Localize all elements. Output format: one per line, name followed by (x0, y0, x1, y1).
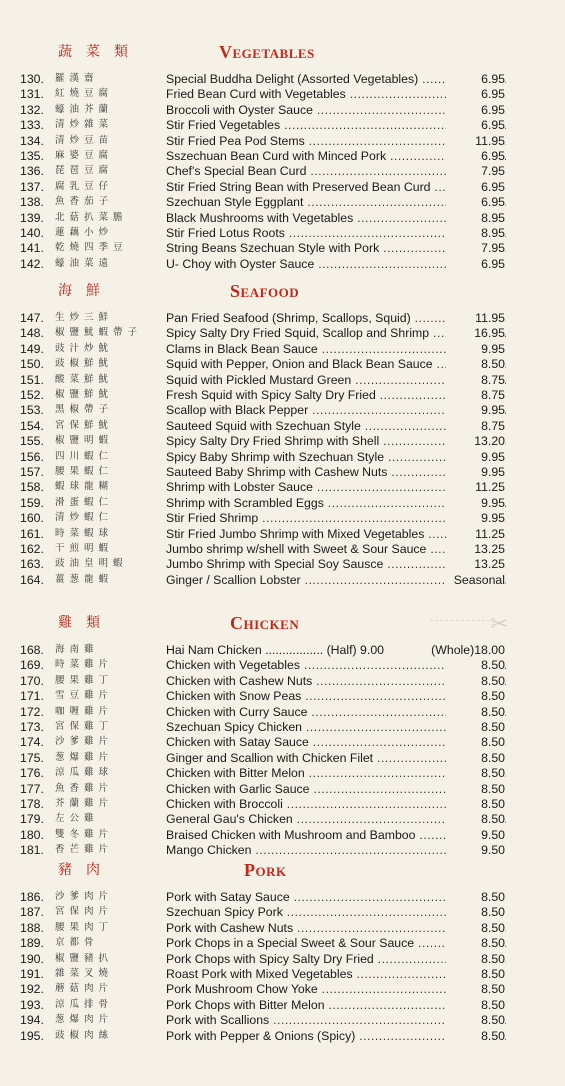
item-price: 9.50 (446, 827, 505, 843)
item-price: 8.50 (446, 904, 505, 920)
menu-item (0, 510, 565, 526)
item-chinese-name: 豉椒肉絲 (55, 1029, 114, 1041)
item-chinese-name: 蠔油芥蘭 (55, 103, 114, 115)
item-number: 138. (20, 195, 44, 210)
item-description-text: Spicy Salty Dry Fried Shrimp with Shell (166, 434, 380, 449)
item-description-text: Spicy Salty Dry Fried Squid, Scallop and Shrimp (166, 326, 430, 341)
cut-line (430, 620, 490, 621)
item-chinese-name: 羅漢齋 (55, 73, 99, 84)
menu-item (0, 356, 565, 372)
item-chinese-name: 葱爆雞片 (55, 751, 114, 763)
menu-item (0, 572, 565, 588)
item-price: 11.25 (446, 479, 505, 495)
item-chinese-name: 椒鹽明蝦 (55, 435, 114, 447)
item-description-text: Szechuan Spicy Pork (166, 905, 283, 920)
scissors-icon: ✂ (490, 612, 509, 637)
menu-item (0, 541, 565, 557)
menu-item (0, 387, 565, 403)
item-number: 171. (20, 689, 44, 704)
item-chinese-name: 雙冬雞片 (55, 828, 114, 840)
menu-item (0, 719, 565, 735)
item-number: 193. (20, 997, 44, 1012)
menu-item (0, 325, 565, 341)
item-description-text: Ginger and Scallion with Chicken Filet (166, 750, 374, 765)
item-chinese-name: 京都骨 (55, 937, 99, 949)
item-number: 150. (20, 357, 44, 372)
menu-item (0, 194, 565, 210)
item-chinese-name: 時菜雞片 (55, 659, 114, 671)
item-description-text: Mango Chicken (166, 843, 252, 858)
item-description-text: Chicken with Garlic Sauce (166, 781, 310, 796)
menu-item (0, 673, 565, 689)
item-number: 151. (20, 372, 44, 387)
item-chinese-name: 椒鹽鮮魷 (55, 389, 114, 400)
item-number: 176. (20, 766, 44, 781)
item-number: 156. (20, 449, 44, 464)
item-chinese-name: 魚香雞片 (55, 782, 114, 794)
item-description-text: Hai Nam Chicken ................. (Half) 9.00 (166, 643, 384, 657)
item-chinese-name: 滑蛋蝦仁 (55, 496, 114, 508)
item-price: 11.25 (446, 526, 505, 542)
menu-item (0, 256, 565, 272)
menu-item (0, 163, 565, 179)
item-price: 9.95 (446, 341, 505, 357)
section-header-vegetables (0, 42, 565, 64)
item-number: 161. (20, 526, 44, 541)
menu-item (0, 102, 565, 118)
item-description-text: Chicken with Snow Peas (166, 689, 302, 704)
item-description-text: Fried Bean Curd with Vegetables (166, 87, 346, 102)
item-number: 137. (20, 179, 44, 194)
menu-item (0, 889, 565, 905)
menu-item (0, 657, 565, 673)
menu-item (0, 86, 565, 102)
item-description-text: Stir Fried Pea Pod Stems (166, 133, 305, 148)
section-chinese-title: 豬肉 (58, 862, 114, 878)
item-price: 6.95 (446, 256, 505, 272)
item-chinese-name: 薑葱龍蝦 (55, 573, 114, 585)
item-chinese-name: 麻婆豆腐 (55, 150, 114, 161)
item-price: 8.50 (446, 951, 505, 967)
item-number: 152. (20, 388, 44, 402)
menu-item (0, 449, 565, 465)
item-number: 187. (20, 905, 44, 920)
menu-item (0, 479, 565, 495)
item-price: 8.50 (446, 997, 505, 1013)
item-description-text: Black Mushrooms with Vegetables (166, 210, 354, 225)
section-chinese-title: 海鮮 (58, 283, 114, 299)
menu-item (0, 966, 565, 982)
item-number: 139. (20, 210, 44, 225)
item-description-text: Szechuan Style Eggplant (166, 195, 304, 210)
item-chinese-name: 時菜蝦球 (55, 527, 114, 539)
item-description-text: Stir Fried Shrimp (166, 511, 259, 526)
item-price: 8.50 (446, 920, 505, 936)
item-price: 8.95 (446, 225, 505, 241)
item-chinese-name: 沙爹肉片 (55, 891, 114, 902)
section-header-chicken (0, 613, 565, 635)
item-number: 174. (20, 735, 44, 750)
item-chinese-name: 椒鹽魷蝦帶子 (55, 327, 143, 339)
item-description-text: Clams in Black Bean Sauce (166, 341, 318, 356)
menu-item (0, 935, 565, 951)
item-description-text: Stir Fried Lotus Roots (166, 226, 285, 240)
item-description-text: Stir Fried Jumbo Shrimp with Mixed Vegetables (166, 526, 425, 541)
item-price: 8.75 (446, 418, 505, 434)
menu-item (0, 526, 565, 542)
item-price: 8.50 (446, 704, 505, 720)
item-price: 8.50 (446, 734, 505, 750)
item-chinese-name: 豉椒鮮魷 (55, 358, 114, 370)
item-chinese-name: 黑椒帶子 (55, 404, 114, 416)
item-number: 147. (20, 311, 44, 325)
item-description-text: Sauteed Baby Shrimp with Cashew Nuts (166, 465, 388, 479)
item-chinese-name: 琵琶豆腐 (55, 165, 114, 177)
menu-item (0, 225, 565, 241)
menu-item (0, 71, 565, 87)
section-chinese-title: 蔬菜類 (58, 44, 142, 60)
item-description-text: Pork Chops with Bitter Melon (166, 997, 325, 1012)
item-number: 168. (20, 643, 44, 657)
item-number: 132. (20, 102, 44, 117)
menu-item (0, 117, 565, 133)
item-number: 134. (20, 133, 44, 148)
item-price: 8.95 (446, 210, 505, 226)
item-number: 155. (20, 434, 44, 449)
item-description-text: Sszechuan Bean Curd with Minced Pork (166, 149, 387, 163)
item-price: 8.50 (446, 1012, 505, 1028)
item-price: 8.50 (446, 1028, 505, 1044)
menu-item (0, 1028, 565, 1044)
menu-item (0, 310, 565, 326)
item-chinese-name: 海南雞 (55, 644, 99, 655)
section-title: Pork (244, 860, 287, 880)
menu-item (0, 734, 565, 750)
item-price: 11.95 (446, 310, 505, 326)
item-chinese-name: 腰果肉丁 (55, 921, 114, 933)
item-chinese-name: 豉油皇明蝦 (55, 558, 128, 570)
item-number: 192. (20, 982, 44, 997)
item-description-text: General Gau's Chicken (166, 812, 293, 827)
menu-item (0, 341, 565, 357)
section-title: Chicken (230, 613, 300, 633)
item-description-text: Stir Fried String Bean with Preserved Bean Curd (166, 179, 431, 194)
menu-item (0, 765, 565, 781)
item-description-text: Squid with Pepper, Onion and Black Bean Sauce (166, 357, 433, 372)
item-price: 9.50 (446, 842, 505, 858)
item-number: 186. (20, 890, 44, 904)
item-description-text: Pork Chops in a Special Sweet & Sour Sauce (166, 936, 415, 951)
item-description-text: Chef's Special Bean Curd (166, 164, 307, 179)
item-number: 173. (20, 720, 44, 734)
item-description-text: Shrimp with Lobster Sauce (166, 480, 313, 495)
item-chinese-name: 葱爆肉片 (55, 1014, 114, 1026)
item-price: 8.50 (446, 981, 505, 997)
item-description-text: Chicken with Broccoli (166, 797, 283, 811)
item-chinese-name: 宮保鮮魷 (55, 419, 114, 431)
menu-item (0, 827, 565, 843)
item-number: 190. (20, 951, 44, 966)
item-chinese-name: 四川蝦仁 (55, 450, 114, 462)
section-title: Seafood (230, 281, 300, 301)
section-chinese-title: 雞類 (58, 615, 114, 631)
item-price: 6.95 (446, 86, 505, 102)
item-chinese-name: 清炒豆苗 (55, 134, 114, 146)
item-description-text: Squid with Pickled Mustard Green (166, 372, 352, 387)
item-number: 142. (20, 256, 44, 271)
item-number: 180. (20, 827, 44, 842)
item-chinese-name: 蝦球龍糊 (55, 481, 114, 493)
item-chinese-name: 蠔油菜遠 (55, 257, 114, 269)
item-description-text: Ginger / Scallion Lobster (166, 572, 301, 587)
item-price: 9.95 (446, 464, 505, 480)
item-number: 169. (20, 658, 44, 673)
item-price: 8.50 (446, 889, 505, 905)
item-number: 133. (20, 118, 44, 133)
item-price: 8.50 (446, 719, 505, 735)
item-price: 6.95 (446, 117, 505, 133)
menu-item (0, 642, 565, 658)
item-chinese-name: 涼瓜排骨 (55, 998, 114, 1010)
item-description-text: Special Buddha Delight (Assorted Vegetables) (166, 72, 419, 86)
menu-item (0, 464, 565, 480)
item-price: 8.50 (446, 935, 505, 951)
menu-item (0, 148, 565, 164)
item-description-text: String Beans Szechuan Style with Pork (166, 241, 380, 256)
item-chinese-name: 沙爹雞片 (55, 736, 114, 748)
item-description-text: Chicken with Vegetables (166, 658, 300, 673)
item-chinese-name: 宮保雞丁 (55, 721, 114, 732)
item-number: 181. (20, 843, 44, 858)
item-number: 163. (20, 557, 44, 572)
item-description-text: Pork with Pepper & Onions (Spicy) (166, 1028, 356, 1043)
menu-item (0, 842, 565, 858)
menu-item (0, 811, 565, 827)
item-chinese-name: 雪豆雞片 (55, 690, 114, 702)
item-price: 8.50 (446, 673, 505, 689)
item-description-text: Szechuan Spicy Chicken (166, 720, 303, 734)
menu-item (0, 981, 565, 997)
menu-item (0, 781, 565, 797)
item-price: 9.95 (446, 402, 505, 418)
item-number: 179. (20, 812, 44, 827)
item-price: 13.25 (446, 556, 505, 572)
item-description-text: Jumbo shrimp w/shell with Sweet & Sour Sauce (166, 542, 427, 556)
menu-item (0, 556, 565, 572)
item-price: 6.95 (446, 194, 505, 210)
item-description-text: Pork with Cashew Nuts (166, 920, 294, 935)
item-chinese-name: 酸菜鮮魷 (55, 373, 114, 385)
item-chinese-name: 干煎明蝦 (55, 543, 114, 554)
item-description-text: Chicken with Bitter Melon (166, 766, 305, 781)
item-number: 194. (20, 1013, 44, 1028)
item-description-text: Pork Chops with Spicy Salty Dry Fried (166, 951, 374, 966)
item-price: 9.95 (446, 510, 505, 526)
item-price: 8.75 (446, 387, 505, 403)
item-number: 175. (20, 750, 44, 765)
item-price: 8.50 (446, 356, 505, 372)
menu-item (0, 997, 565, 1013)
item-chinese-name: 蓮藕小炒 (55, 227, 114, 238)
item-number: 191. (20, 967, 44, 981)
menu-item (0, 402, 565, 418)
item-price: 8.75 (446, 372, 505, 388)
item-chinese-name: 北菇扒菜膽 (55, 211, 128, 223)
item-description-text: Braised Chicken with Mushroom and Bamboo (166, 827, 416, 842)
item-description-text: Pork Mushroom Chow Yoke (166, 982, 318, 997)
item-chinese-name: 蘑菇肉片 (55, 983, 114, 995)
item-chinese-name: 乾燒四季豆 (55, 242, 128, 254)
menu-item (0, 210, 565, 226)
menu-item (0, 920, 565, 936)
menu-item (0, 240, 565, 256)
item-price: 13.25 (446, 541, 505, 557)
section-header-seafood (0, 281, 565, 303)
item-chinese-name: 涼瓜雞球 (55, 767, 114, 779)
item-number: 195. (20, 1028, 44, 1043)
item-number: 164. (20, 572, 44, 587)
item-description-text: U- Choy with Oyster Sauce (166, 256, 315, 271)
item-chinese-name: 雜菜叉燒 (55, 968, 114, 979)
item-price: 8.50 (446, 750, 505, 766)
menu-item (0, 704, 565, 720)
item-number: 141. (20, 241, 44, 256)
item-number: 154. (20, 418, 44, 433)
item-number: 157. (20, 465, 44, 479)
item-price: 9.95 (446, 449, 505, 465)
item-chinese-name: 魚香茄子 (55, 196, 114, 208)
item-number: 172. (20, 704, 44, 719)
item-number: 135. (20, 149, 44, 163)
item-number: 170. (20, 673, 44, 688)
item-number: 188. (20, 920, 44, 935)
item-number: 149. (20, 341, 44, 356)
item-description-text: Pork with Scallions (166, 1013, 270, 1028)
item-chinese-name: 宮保肉片 (55, 906, 114, 918)
section-title: Vegetables (219, 42, 315, 62)
item-description-text: Pan Fried Seafood (Shrimp, Scallops, Squid) (166, 311, 411, 325)
item-description-text: Stir Fried Vegetables (166, 118, 281, 133)
item-description-text: Chicken with Curry Sauce (166, 704, 308, 719)
item-price: 6.95 (446, 179, 505, 195)
menu-item (0, 951, 565, 967)
item-number: 148. (20, 326, 44, 341)
item-price: 6.95 (446, 71, 505, 87)
item-price: 7.95 (446, 240, 505, 256)
item-price: 16.95 (446, 325, 505, 341)
item-chinese-name: 生炒三鮮 (55, 312, 114, 323)
item-price: (Whole)18.00 (402, 642, 505, 658)
item-description-text: Sauteed Squid with Szechuan Style (166, 418, 361, 433)
item-price: 8.50 (446, 765, 505, 781)
menu-item (0, 433, 565, 449)
menu-item (0, 904, 565, 920)
item-description-text: Fresh Squid with Spicy Salty Dry Fried (166, 388, 376, 402)
item-description-text: Chicken with Cashew Nuts (166, 673, 313, 688)
item-description-text: Scallop with Black Pepper (166, 403, 309, 418)
section-header-pork (0, 860, 565, 882)
item-price: 6.95 (446, 102, 505, 118)
menu-item (0, 750, 565, 766)
item-chinese-name: 豉汁炒魷 (55, 342, 114, 354)
item-price: 8.50 (446, 688, 505, 704)
item-number: 189. (20, 936, 44, 951)
item-chinese-name: 椒鹽豬扒 (55, 952, 114, 964)
item-number: 158. (20, 480, 44, 495)
item-chinese-name: 清炒雜菜 (55, 119, 114, 131)
item-chinese-name: 腰果蝦仁 (55, 466, 114, 477)
menu-item (0, 418, 565, 434)
menu-item (0, 372, 565, 388)
item-number: 131. (20, 87, 44, 102)
item-number: 130. (20, 72, 44, 86)
item-price: 8.50 (446, 781, 505, 797)
item-description-text: Shrimp with Scrambled Eggs (166, 495, 324, 510)
item-number: 178. (20, 797, 44, 811)
item-price: 6.95 (446, 148, 505, 164)
menu-item (0, 796, 565, 812)
item-number: 177. (20, 781, 44, 796)
item-chinese-name: 咖喱雞片 (55, 705, 114, 717)
item-number: 162. (20, 542, 44, 556)
item-price: 11.95 (446, 133, 505, 149)
item-number: 159. (20, 495, 44, 510)
item-price: 8.50 (446, 811, 505, 827)
item-price: Seasonal (446, 572, 505, 588)
item-description-text: Chicken with Satay Sauce (166, 735, 309, 750)
item-chinese-name: 腰果雞丁 (55, 674, 114, 686)
menu-item (0, 179, 565, 195)
item-number: 136. (20, 164, 44, 179)
item-chinese-name: 左公雞 (55, 813, 99, 825)
menu-item (0, 495, 565, 511)
item-description-text: Roast Pork with Mixed Vegetables (166, 967, 353, 981)
item-chinese-name: 芥蘭雞片 (55, 798, 114, 809)
item-chinese-name: 腐乳豆仔 (55, 180, 114, 192)
item-description-text: Broccoli with Oyster Sauce (166, 102, 313, 117)
item-chinese-name: 香芒雞片 (55, 844, 114, 856)
item-price: 7.95 (446, 163, 505, 179)
menu-item (0, 688, 565, 704)
item-price: 13.20 (446, 433, 505, 449)
item-price: 8.50 (446, 657, 505, 673)
menu-item (0, 133, 565, 149)
item-chinese-name: 紅燒豆腐 (55, 88, 114, 100)
item-price: 9.95 (446, 495, 505, 511)
item-price: 8.50 (446, 796, 505, 812)
item-price: 8.50 (446, 966, 505, 982)
item-number: 160. (20, 511, 44, 526)
item-description-text: Jumbo Shrimp with Special Soy Sausce (166, 557, 384, 572)
item-chinese-name: 清炒蝦仁 (55, 512, 114, 524)
menu-item (0, 1012, 565, 1028)
item-number: 153. (20, 403, 44, 418)
item-number: 140. (20, 226, 44, 240)
item-description-text: Pork with Satay Sauce (166, 890, 290, 904)
item-description-text: Spicy Baby Shrimp with Szechuan Style (166, 449, 385, 464)
